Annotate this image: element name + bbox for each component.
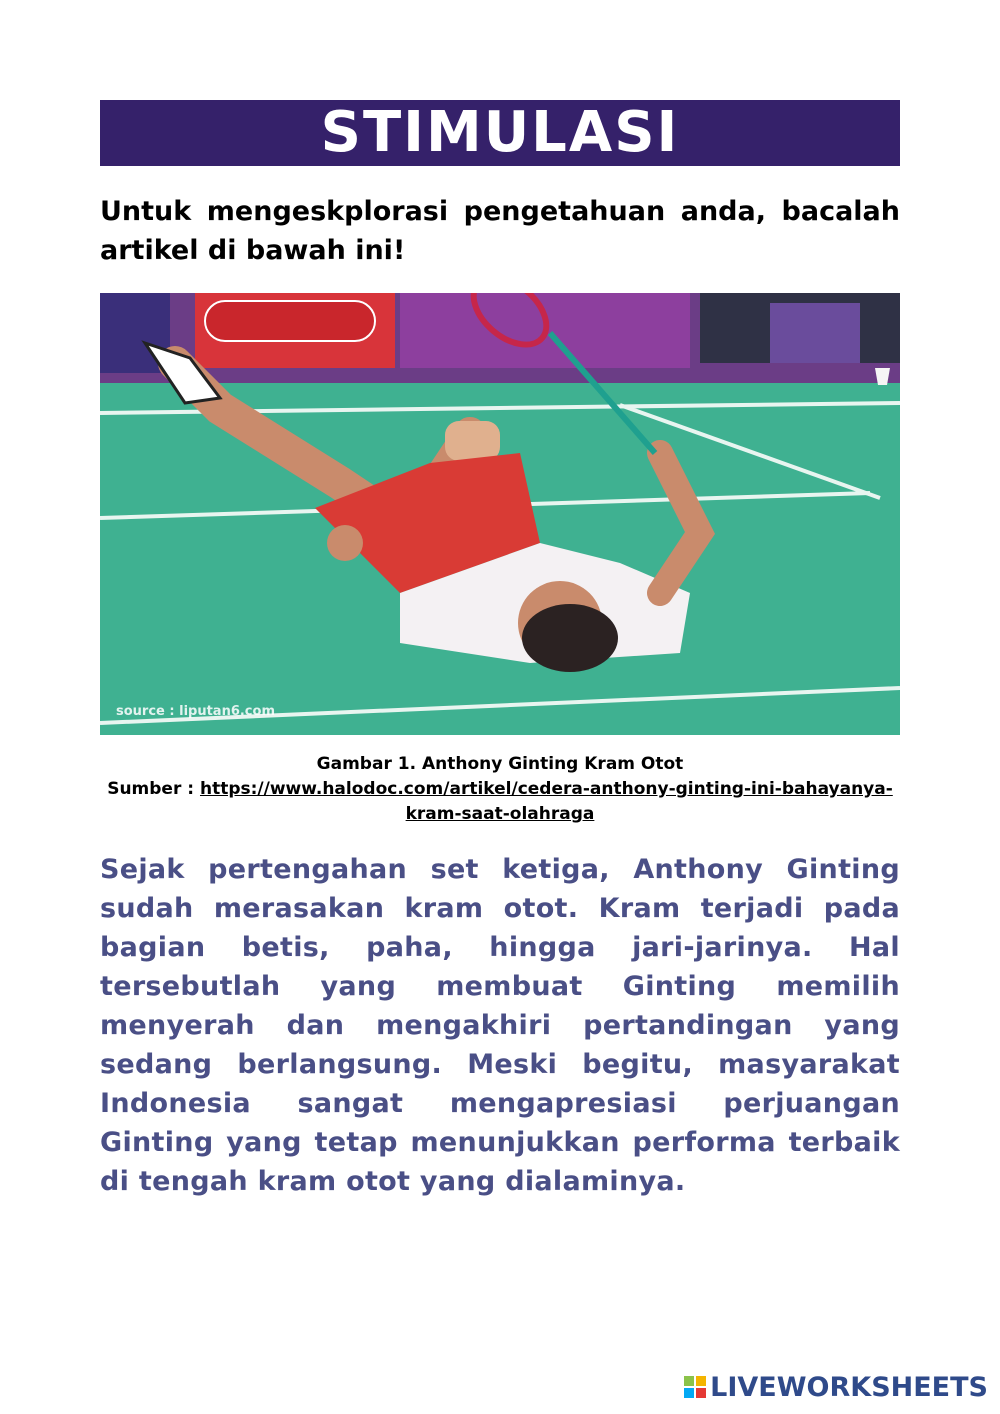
caption-source <box>100 777 900 827</box>
caption-title: Gambar 1. Anthony Ginting Kram Otot <box>316 754 684 774</box>
figure-caption <box>100 752 900 827</box>
intro-text: Untuk mengeskplorasi pengetahuan anda, bacalah artikel di bawah ini! <box>100 196 900 266</box>
brand-name: LIVEWORKSHEETS <box>710 1371 988 1403</box>
caption-source-label: Sumber : <box>107 779 200 799</box>
knee-brace <box>445 421 500 461</box>
badminton-photo-illustration <box>100 293 900 735</box>
caption-source-link[interactable]: https://www.halodoc.com/artikel/cedera-anthony-ginting-ini-bahayanya-kram-saat-olahraga <box>199 779 893 824</box>
page-title: STIMULASI <box>100 100 900 166</box>
brand-watermark <box>684 1372 988 1402</box>
photo-watermark: source : liputan6.com <box>116 704 275 719</box>
liveworksheets-logo-icon <box>684 1376 706 1398</box>
event-logo-shape <box>770 303 860 363</box>
article-paragraph: Sejak pertengahan set ketiga, Anthony Ginting sudah merasakan kram otot. Kram terjadi pada bagian betis, paha, hingga jari-jarinya. Hal tersebutlah yang membuat Ginting memilih menyerah dan mengakhiri pertandingan yang sedang berlangsung. Meski begitu, masyarakat Indonesia sangat mengapresiasi perjuangan Ginting yang tetap menunjukkan performa terbaik di tengah kram otot yang dialaminya. <box>100 854 900 1197</box>
sponsor-logo-shape <box>205 301 375 341</box>
player-hand <box>327 525 363 561</box>
article-photo <box>100 293 900 735</box>
player-hair <box>522 604 618 672</box>
